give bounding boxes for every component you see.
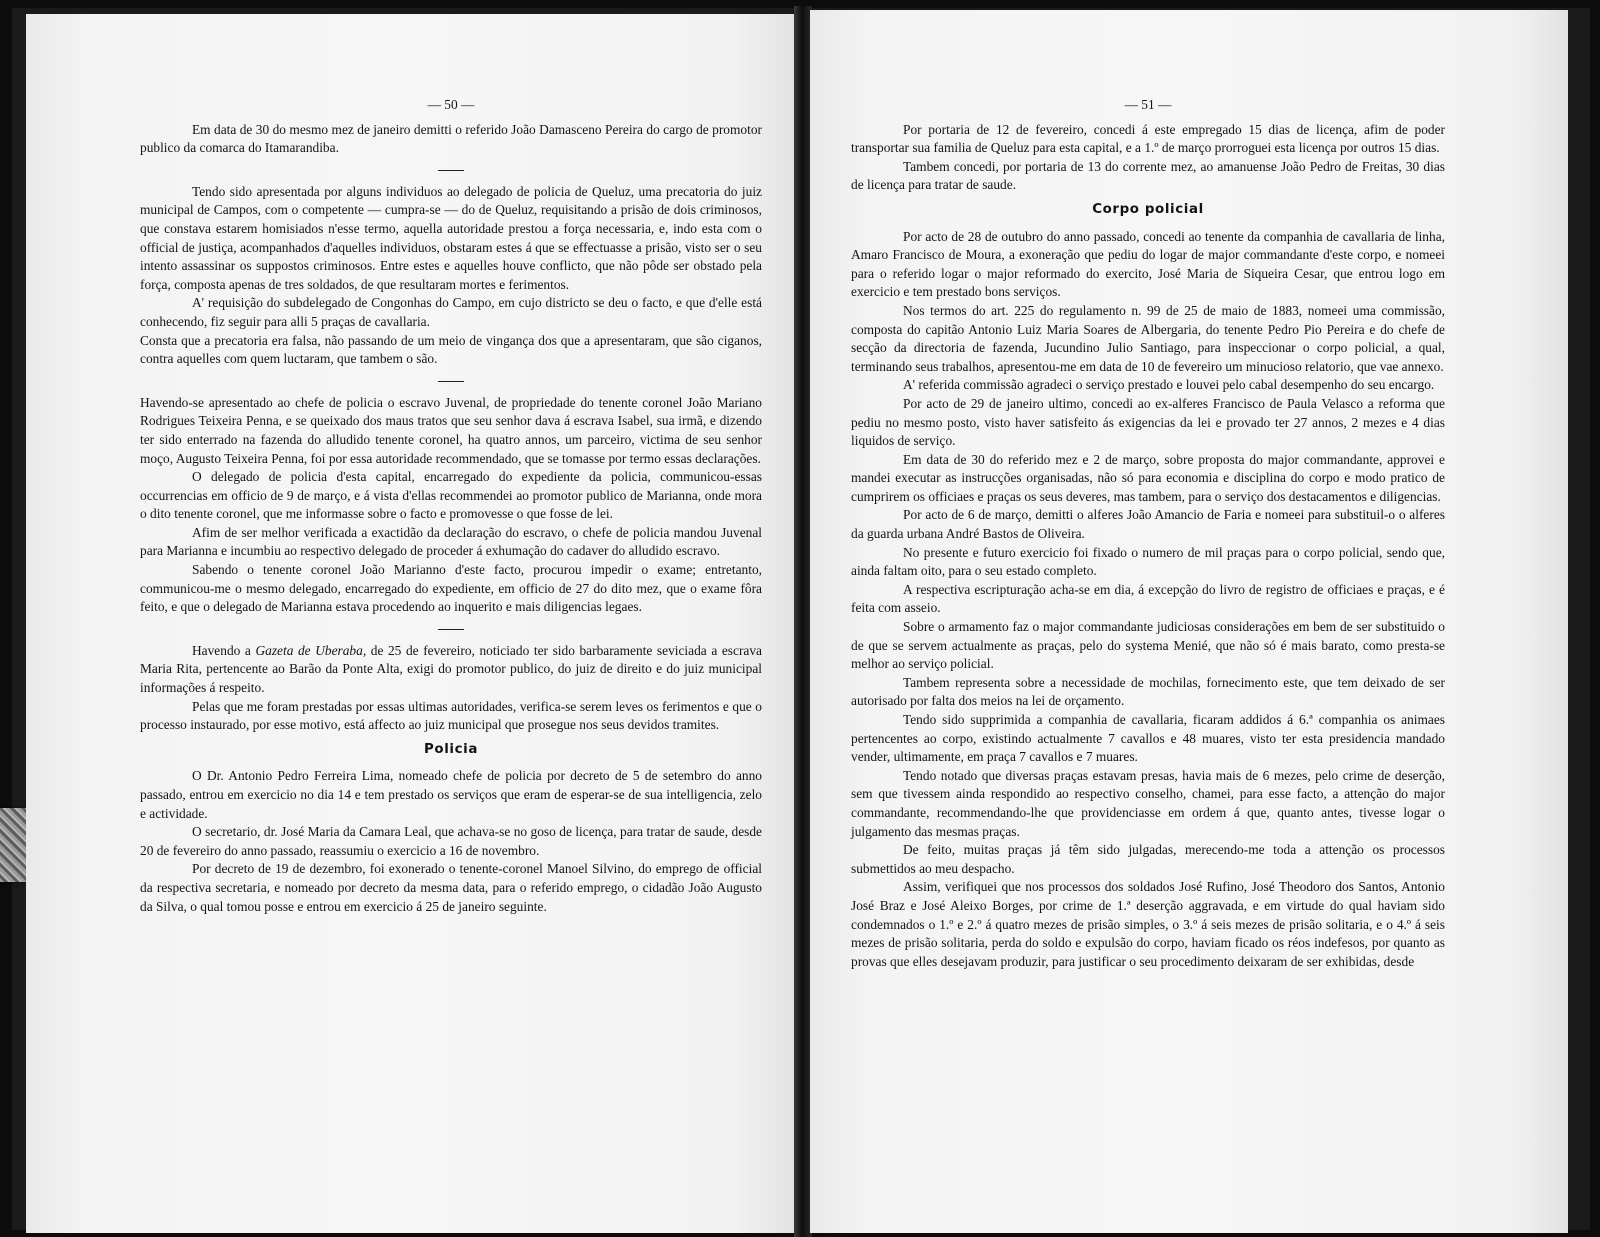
- paragraph: Afim de ser melhor verificada a exactidão da declaração do escravo, o chefe de policia mandou Juvenal para Marianna e incumbiu ao respectivo delegado de proceder á exhumação do cadaver do alludido escravo.: [140, 524, 762, 559]
- paragraph: Tambem representa sobre a necessidade de mochilas, fornecimento este, que tem deixado de ser autorisado por falta dos meios na lei de orçamento.: [851, 674, 1445, 709]
- section-separator: [438, 629, 464, 630]
- paragraph: Tendo sido apresentada por alguns individuos ao delegado de policia de Queluz, uma precatoria do juiz municipal de Campos, com o competente — cumpra-se — do de Queluz, requisitando a prisão de dois criminosos, que constava estarem homisiados n'esse termo, aquella autoridade prestou a força necessaria, e, indo esta com o official de justiça, acompanhados d'aquelles individuos, obstaram estes á que se effectuasse a prisão, visto ser o seu intento assassinar os suppostos criminosos. Entre estes e aquelles houve conflicto, que não pôde ser obstado pela força, composta apenas de tres soldados, de que resultaram mortes e ferimentos.: [140, 183, 762, 292]
- paragraph: O Dr. Antonio Pedro Ferreira Lima, nomeado chefe de policia por decreto de 5 de setembro do anno passado, entrou em exercicio no dia 14 e tem prestado os serviços que eram de esperar-se de sua intelligencia, zelo e actividade.: [140, 768, 762, 821]
- page-number-right: — 51 —: [1124, 97, 1172, 112]
- paragraph: A respectiva escripturação acha-se em dia, á excepção do livro de registro de officiaes e praças, e é feita com asseio.: [851, 581, 1445, 616]
- right-page-text: [851, 96, 1445, 971]
- right-page: [810, 10, 1568, 1233]
- paragraph: Por decreto de 19 de dezembro, foi exonerado o tenente-coronel Manoel Silvino, do emprego de official da respectiva secretaria, e nomeado por decreto da mesma data, para o referido emprego, o cidadão João Augusto da Silva, o qual tomou posse e entrou em exercicio á 25 de janeiro seguinte.: [140, 861, 762, 914]
- section-separator: [438, 381, 464, 382]
- paragraph: No presente e futuro exercicio foi fixado o numero de mil praças para o corpo policial, sendo que, ainda faltam oito, para o seu estado completo.: [851, 544, 1445, 579]
- paragraph: Por acto de 29 de janeiro ultimo, concedi ao ex-alferes Francisco de Paula Velasco a reforma que pediu no mesmo posto, visto haver satisfeito ás exigencias da lei e provado ter 27 annos, 2 mezes e 4 dias liquidos de serviço.: [851, 395, 1445, 449]
- page-number-left: — 50 —: [427, 97, 475, 112]
- paragraph: Havendo-se apresentado ao chefe de policia o escravo Juvenal, de propriedade do tenente coronel João Mariano Rodrigues Teixeira Penna, e se queixado dos maus tratos que seu senhor dava á escrava Isabel, sua irmã, e dizendo ter sido enterrado na fazenda do alludido tenente coronel, ha quatro annos, um parceiro, victima de seu senhor moço, Augusto Teixeira Penna, foi por essa autoridade recommendado, que se tomasse por termo essas declarações.: [140, 394, 762, 466]
- paragraph: Em data de 30 do referido mez e 2 de março, sobre proposta do major commandante, approvei e mandei executar as instrucções organisadas, não só para economia e disciplina do corpo e modo pratico de cumprirem os officiaes e praças os seus deveres, mas tambem, para o serviço dos destacamentos e diligencias.: [851, 451, 1445, 504]
- left-page-text: [140, 96, 762, 916]
- section-heading-policia: Policia: [424, 741, 478, 757]
- paragraph: [140, 642, 762, 698]
- paragraph: Por acto de 6 de março, demitti o alferes João Amancio de Faria e nomeei para substituil-o o alferes da guarda urbana André Bastos de Oliveira.: [851, 507, 1445, 542]
- paragraph: A' referida commissão agradeci o serviço prestado e louvei pelo cabal desempenho do seu encargo.: [903, 377, 1435, 393]
- paragraph: Nos termos do art. 225 do regulamento n. 99 de 25 de maio de 1883, nomeei uma commissão, composta do capitão Antonio Luiz Maria Soares de Albergaria, do tenente Pedro Pio Pereira e do chefe de secção da directoria de fazenda, Jucundino Julio Santiago, para inspeccionar o corpo policial, a qual, terminando seus trabalhos, apresentou-me em data de 10 de fevereiro um minucioso relatorio, que vae annexo.: [851, 302, 1445, 374]
- paragraph: O secretario, dr. José Maria da Camara Leal, que achava-se no goso de licença, para tratar de saude, desde 20 de fevereiro do anno passado, reassumiu o exercicio a 16 de novembro.: [140, 824, 762, 858]
- section-heading-corpo-policial: Corpo policial: [1092, 201, 1204, 217]
- paragraph: Pelas que me foram prestadas por essas ultimas autoridades, verifica-se serem leves os ferimentos e que o processo instaurado, por esse motivo, está affecto ao juiz municipal que prosegue nos seus devidos tramites.: [140, 698, 762, 733]
- paragraph: Por portaria de 12 de fevereiro, concedi á este empregado 15 dias de licença, afim de poder transportar sua familia de Queluz para esta capital, e a 1.º de março prorroguei esta licença por outros 15 dias.: [851, 121, 1445, 156]
- left-page: [26, 14, 796, 1233]
- paragraph: Por acto de 28 de outubro do anno passado, concedi ao tenente da companhia de cavallaria de linha, Amaro Francisco de Moura, a exoneração que pediu do logar de major commandante d'este corpo, e nomeei para o referido logar o major reformado do exercito, José Maria de Siqueira Cesar, que entrou logo em exercicio e tem prestado bons serviços.: [851, 228, 1445, 300]
- paragraph: Tambem concedi, por portaria de 13 do corrente mez, ao amanuense João Pedro de Freitas, 30 dias de licença para tratar de saude.: [851, 158, 1445, 193]
- paragraph-rest: de 25 de fevereiro, noticiado ter sido barbaramente seviciada a escrava Maria Rita, pertencente ao Barão da Ponte Alta, exigi do promotor publico, do juiz de direito e do juiz municipal informações á respeito.: [140, 642, 762, 696]
- paragraph: Consta que a precatoria era falsa, não passando de um meio de vingança dos que a apresentaram, que são ciganos, contra aquelles com quem luctaram, que tambem o são.: [140, 332, 762, 367]
- paragraph: Tendo notado que diversas praças estavam presas, havia mais de 6 mezes, pelo crime de deserção, sem que tivessem ainda respondido ao respectivo conselho, chamei, para esse facto, a attenção do major commandante, recommendando-lhe que providenciasse em ordem á que, quanto antes, tivesse logar o julgamento das mesmas praças.: [851, 767, 1445, 839]
- paragraph: Assim, verifiquei que nos processos dos soldados José Rufino, José Theodoro dos Santos, Antonio José Braz e José Aleixo Borges, por crime de 1.ª deserção aggravada, e em virtude do qual haviam sido condemnados o 1.º e 2.º á quatro mezes de prisão simples, o 3.º á seis mezes de prisão solitaria, e o 4.º á seis mezes de prisão solitaria, perda do soldo e expulsão do corpo, haviam ficado os réos indefesos, por quanto as provas que elles desejavam produzir, para justificar o seu procedimento deixaram de ser exhibidas, desde: [851, 879, 1445, 969]
- section-separator: [438, 170, 464, 171]
- paragraph: Em data de 30 do mesmo mez de janeiro demitti o referido João Damasceno Pereira do cargo de promotor publico da comarca do Itamarandiba.: [140, 121, 762, 156]
- paragraph: Tendo sido supprimida a companhia de cavallaria, ficaram addidos á 6.ª companhia os animaes pertencentes ao corpo, existindo actualmente 7 cavallos e 48 muares, visto ter esta presidencia mandado vender, ultimamente, em praça 7 cavallos e 7 muares.: [851, 712, 1445, 765]
- paragraph: O delegado de policia d'esta capital, encarregado do expediente da policia, communicou-essas occurrencias em officio de 9 de março, e á vista d'ellas recommendei ao promotor publico de Marianna, onde mora o dito tenente coronel, que me informasse sobre o facto e promovesse o que fosse de lei.: [140, 469, 762, 522]
- paragraph: Sobre o armamento faz o major commandante judiciosas considerações em bem de ser substituido o de que se servem actualmente as praças, pelo do systema Menié, que não só é mais barato, como presta-se melhor ao serviço policial.: [851, 619, 1445, 672]
- paragraph-lead: Havendo a: [192, 642, 251, 658]
- paragraph: Sabendo o tenente coronel João Marianno d'este facto, procurou impedir o exame; entretanto, communicou-me o mesmo delegado, encarregado do expediente, em officio de 27 do dito mez, que o exame fôra feito, e que o delegado de Marianna estava procedendo ao inquerito e mais diligencias legaes.: [140, 562, 762, 615]
- newspaper-title: Gazeta de Uberaba,: [255, 642, 367, 658]
- paragraph: De feito, muitas praças já têm sido julgadas, merecendo-me toda a attenção os processos submettidos ao meu despacho.: [851, 842, 1445, 876]
- paragraph: A' requisição do subdelegado de Congonhas do Campo, em cujo districto se deu o facto, e que d'elle está conhecendo, fiz seguir para alli 5 praças de cavallaria.: [140, 295, 762, 329]
